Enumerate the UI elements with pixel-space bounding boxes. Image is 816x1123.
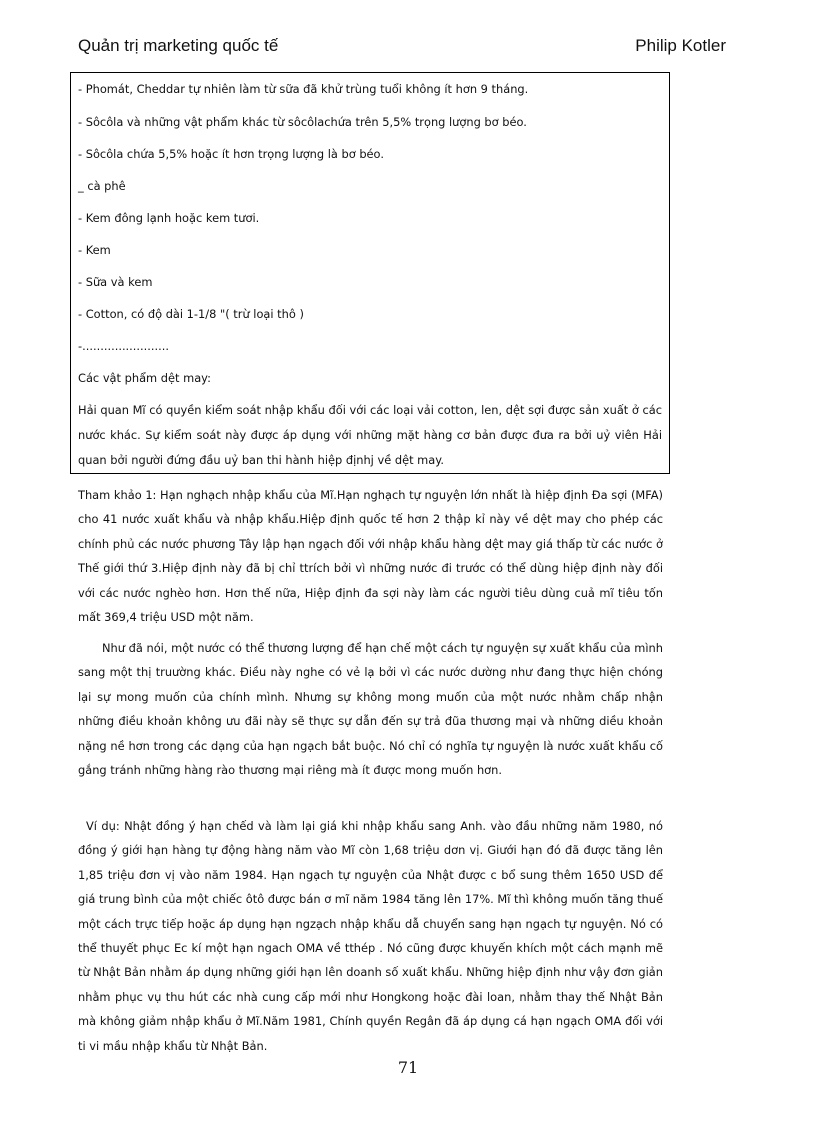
- page-number: 71: [397, 1058, 419, 1077]
- body-paragraph: Như đã nói, một nước có thể thương lượng để hạn chế một cách tự nguyện sự xuất khẩu của mình sang một thị truường khác. Điều này nghe có vẻ lạ bởi vì các nước dường như đang thực hiện chóng lại sự mong muốn của chính mình. Nhưng sự không mong muốn của một nước nhằm chấp nhận những điều khoản không ưu đãi này sẽ thực sự dẫn đến sự trả đũa thương mại và những diều khoản nặng nề hơn trong các dạng của hạn ngạch bắt buộc. Nó chỉ có nghĩa tự nguyện là nước xuất khẩu cố gắng tránh những hàng rào thương mại riêng mà ít được mong muốn hơn.: [78, 641, 663, 778]
- box-subheading: Các vật phẩm dệt may:: [78, 371, 211, 385]
- import-quota-box: [70, 72, 670, 474]
- box-line: - Cotton, có độ dài 1-1/8 "( trừ loại thô ): [78, 307, 304, 321]
- box-line: _ cà phê: [78, 179, 126, 193]
- box-closing-paragraph: Hải quan Mĩ có quyền kiểm soát nhập khẩu đối với các loại vải cotton, len, dệt sợi được sản xuất ở các nước khác. Sự kiểm soát này được áp dụng với những mặt hàng cơ bản được đưa ra bởi uỷ viên Hải quan bởi người đứng đầu uỷ ban thi hành hiệp địnhj về dệt may.: [78, 403, 662, 467]
- box-line: - Sữa và kem: [78, 275, 153, 289]
- box-line: - Kem: [78, 243, 111, 257]
- reference-paragraph: Tham khảo 1: Hạn nghạch nhập khẩu của Mĩ.Hạn nghạch tự nguyện lớn nhất là hiệp định Đa sợi (MFA) cho 41 nước xuất khẩu và nhập khẩu.Hiệp định quốc tế hơn 2 thập kỉ này về dệt may cho phép các chính phủ các nước phương Tây lập hạn ngạch đối với nhập khẩu hàng dệt may giá thấp từ các nước ở Thế giới thứ 3.Hiệp định này đã bị chỉ ttrích bởi vì những nước đi trước có thể dùng hiệp định này đối với các nước nghèo hơn. Hơn thế nữa, Hiệp định đa sợi này làm các người tiêu dùng cuả mĩ tiêu tốn mất 369,4 triệu USD một năm.: [78, 488, 663, 625]
- example-paragraph: Ví dụ: Nhật đồng ý hạn chếd và làm lại giá khi nhập khẩu sang Anh. vào đầu những năm 1980, nó đồng ý giới hạn hàng tự động hàng năm vào Mĩ còn 1,68 triệu dơn vị. Giưới hạn đó đã được tăng lên 1,85 triệu đơn vị vào năm 1984. Hạn ngạch tự nguyện của Nhật được c bổ sung thêm 1650 USD để giá trung bình của một chiếc ôtô được bán ơ mĩ năm 1984 tăng lên 17%. Mĩ thì không muốn tăng thuế một cách trực tiếp hoặc áp dụng hạn ngzạch nhập khẩu dẫ chuyển sang hạn ngạch tự nguyện. Nó có thể thuyết phục Ec kí một hạn ngach OMA về tthép . Nó cũng được khuyến khích một cách mạnh mẽ từ Nhật Bản nhằm áp dụng những giới hạn lên doanh số xuất khẩu. Những hiệp định như vậy đơn giản nhằm phục vụ thu hút các nhà cung cấp mới như Hongkong hoặc đài loan, nhằm thay thế Nhật Bản mà không giảm nhập khẩu ở Mĩ.Năm 1981, Chính quyền Regân đã áp dụng cá hạn ngạch OMA đối với ti vi mầu nhập khẩu từ Nhật Bản.: [78, 819, 663, 1053]
- page-header: [78, 36, 726, 66]
- box-line: -........................: [78, 339, 170, 353]
- document-author: Philip Kotler: [635, 36, 726, 55]
- box-line: - Phomát, Cheddar tự nhiên làm từ sữa đã khử trùng tuổi không ít hơn 9 tháng.: [78, 82, 529, 96]
- box-line: - Sôcôla chứa 5,5% hoặc ít hơn trọng lượng là bơ béo.: [78, 147, 384, 161]
- document-title: Quản trị marketing quốc tế: [78, 36, 279, 55]
- box-line: - Sôcôla và những vật phẩm khác từ sôcôlachứa trên 5,5% trọng lượng bơ béo.: [78, 115, 527, 129]
- box-line: - Kem đông lạnh hoặc kem tươi.: [78, 211, 260, 225]
